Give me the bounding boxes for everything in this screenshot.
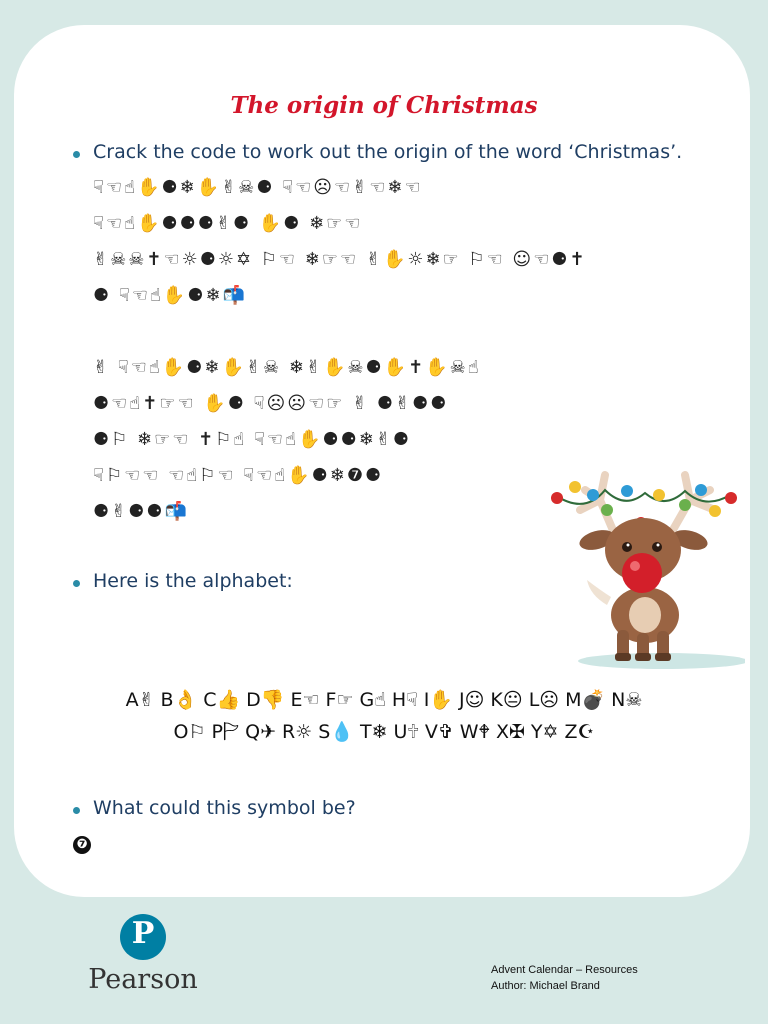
cipher-line: ⚈⚐ ❄☞☜ ✝⚐☝ ☟☜☝✋⚈⚈❄✌⚈ bbox=[93, 429, 412, 450]
alphabet-letter: O bbox=[173, 721, 189, 743]
alphabet-glyph: ✌ bbox=[138, 689, 155, 711]
alphabet-letter: E bbox=[290, 689, 303, 711]
alphabet-pair bbox=[160, 689, 197, 711]
alphabet-pair bbox=[326, 689, 354, 711]
alphabet-letter: X bbox=[495, 721, 509, 743]
alphabet-glyph: ✠ bbox=[509, 721, 525, 743]
alphabet-letter: H bbox=[391, 689, 407, 711]
alphabet-glyph: 🕆 bbox=[407, 721, 419, 743]
alphabet-glyph: ☪ bbox=[577, 721, 595, 743]
alphabet-glyph: ✋ bbox=[429, 689, 453, 711]
alphabet-letter: V bbox=[424, 721, 438, 743]
alphabet-letter: C bbox=[203, 689, 217, 711]
bullet-text: What could this symbol be? bbox=[93, 797, 356, 819]
alphabet-pair bbox=[360, 721, 388, 743]
alphabet-letter: N bbox=[611, 689, 626, 711]
alphabet-pair bbox=[246, 689, 284, 711]
alphabet-pair bbox=[290, 689, 319, 711]
alphabet-pair bbox=[565, 689, 605, 711]
alphabet-glyph: 💧 bbox=[330, 721, 354, 743]
alphabet-letter: I bbox=[423, 689, 430, 711]
alphabet-pair bbox=[245, 721, 276, 743]
alphabet-glyph: 🕈 bbox=[478, 721, 490, 743]
alphabet-letter: S bbox=[318, 721, 331, 743]
alphabet-glyph: ☝ bbox=[374, 689, 386, 711]
alphabet-glyph: ✈ bbox=[260, 721, 276, 743]
cipher-line: ☟☜☝✋⚈⚈⚈✌⚈ ✋⚈ ❄☞☜ bbox=[93, 213, 363, 234]
alphabet-glyph: ☟ bbox=[406, 689, 418, 711]
alphabet-pair bbox=[496, 721, 525, 743]
alphabet-letter: D bbox=[246, 689, 261, 711]
bullet-alphabet bbox=[73, 570, 293, 592]
alphabet-letter: Y bbox=[530, 721, 543, 743]
alphabet-glyph: ☺ bbox=[464, 689, 485, 711]
alphabet-letter: K bbox=[490, 689, 503, 711]
bullet-crack-code bbox=[73, 141, 682, 163]
alphabet-letter: G bbox=[359, 689, 375, 711]
alphabet-pair bbox=[611, 689, 642, 711]
alphabet-glyph: ☜ bbox=[302, 689, 320, 711]
alphabet-letter: W bbox=[459, 721, 479, 743]
alphabet-pair bbox=[392, 689, 418, 711]
alphabet-glyph: 👍 bbox=[216, 689, 241, 711]
alphabet-row-2 bbox=[0, 718, 768, 750]
pearson-logo-icon: P bbox=[120, 914, 166, 960]
alphabet-letter: T bbox=[359, 721, 372, 743]
alphabet-glyph: 😐 bbox=[502, 689, 523, 711]
alphabet-pair bbox=[126, 689, 155, 711]
alphabet-pair bbox=[459, 689, 484, 711]
pearson-logo bbox=[80, 914, 206, 998]
alphabet-pair bbox=[318, 721, 354, 743]
cipher-line: ✌ ☟☜☝✋⚈❄✋✌☠ ❄✌✋☠⚈✋✝✋☠☝ bbox=[93, 357, 481, 378]
cipher-line: ⚈ ☟☜☝✋⚈❄📬 bbox=[93, 285, 247, 306]
alphabet-letter: J bbox=[458, 689, 465, 711]
cipher-line: ⚈☜☝✝☞☜ ✋⚈ ☟☹☹☜☞ ✌ ⚈✌⚈⚈ bbox=[93, 393, 449, 414]
alphabet-glyph: 💣 bbox=[581, 689, 606, 711]
alphabet-glyph: ☞ bbox=[336, 689, 354, 711]
alphabet-letter: B bbox=[160, 689, 174, 711]
cipher-line: ☟☜☝✋⚈❄✋✌☠⚈ ☟☜☹☜✌☜❄☜ bbox=[93, 177, 423, 198]
alphabet-pair bbox=[211, 721, 239, 743]
alphabet-pair bbox=[425, 721, 454, 743]
page-title: The origin of Christmas bbox=[230, 92, 538, 119]
credit-author: Author: Michael Brand bbox=[491, 980, 600, 992]
alphabet-letter: M bbox=[565, 689, 582, 711]
alphabet-glyph: ✞ bbox=[437, 721, 454, 743]
alphabet-pair bbox=[203, 689, 240, 711]
bullet-symbol-question bbox=[73, 797, 356, 819]
alphabet-glyph: ❄ bbox=[371, 721, 388, 743]
alphabet-letter: P bbox=[211, 721, 223, 743]
credit-resource: Advent Calendar – Resources bbox=[491, 964, 638, 976]
cipher-line: ⚈✌⚈⚈📬 bbox=[93, 501, 189, 522]
alphabet-letter: U bbox=[393, 721, 408, 743]
alphabet-glyph: ☹ bbox=[539, 689, 560, 711]
alphabet-pair bbox=[424, 689, 453, 711]
mystery-symbol: ❼ bbox=[73, 836, 91, 854]
cipher-line bbox=[93, 314, 653, 350]
credits bbox=[491, 962, 638, 994]
bullet-dot-icon bbox=[73, 580, 80, 587]
alphabet-pair bbox=[173, 721, 205, 743]
alphabet-pair bbox=[360, 689, 386, 711]
alphabet-letter: Q bbox=[245, 721, 261, 743]
alphabet-glyph: ⚐ bbox=[188, 721, 206, 743]
alphabet-pair bbox=[529, 689, 559, 711]
bullet-text: Crack the code to work out the origin of the word ‘Christmas’. bbox=[93, 141, 683, 163]
alphabet-letter: A bbox=[125, 689, 139, 711]
reindeer-icon bbox=[545, 465, 745, 675]
bullet-text: Here is the alphabet: bbox=[93, 570, 293, 592]
alphabet-letter: L bbox=[528, 689, 540, 711]
alphabet-glyph: ☼ bbox=[295, 721, 313, 743]
alphabet-row-1 bbox=[0, 688, 768, 711]
bullet-dot-icon bbox=[73, 151, 80, 158]
alphabet-glyph: ✡ bbox=[542, 721, 559, 743]
alphabet-glyph: 🏱 bbox=[222, 721, 240, 743]
alphabet-glyph: ☠ bbox=[625, 689, 643, 711]
alphabet-letter: R bbox=[282, 721, 296, 743]
alphabet-pair bbox=[282, 721, 312, 743]
alphabet-glyph: 👌 bbox=[173, 689, 198, 711]
alphabet-pair bbox=[490, 689, 522, 711]
cipher-line: ✌☠☠✝☜☼⚈☼✡ ⚐☜ ❄☞☜ ✌✋☼❄☞ ⚐☜ ☺☜⚈✝ bbox=[93, 249, 587, 270]
alphabet-letter: F bbox=[325, 689, 337, 711]
alphabet-pair bbox=[460, 721, 490, 743]
alphabet-letter: Z bbox=[564, 721, 578, 743]
pearson-wordmark: Pearson bbox=[88, 964, 198, 995]
bullet-dot-icon bbox=[73, 807, 80, 814]
alphabet-pair bbox=[564, 721, 594, 743]
alphabet-pair bbox=[394, 721, 419, 743]
alphabet-pair bbox=[531, 721, 559, 743]
cipher-line: ☟⚐☜☜ ☜☝⚐☜ ☟☜☝✋⚈❄❼⚈ bbox=[93, 465, 384, 486]
alphabet-glyph: 👎 bbox=[260, 689, 285, 711]
